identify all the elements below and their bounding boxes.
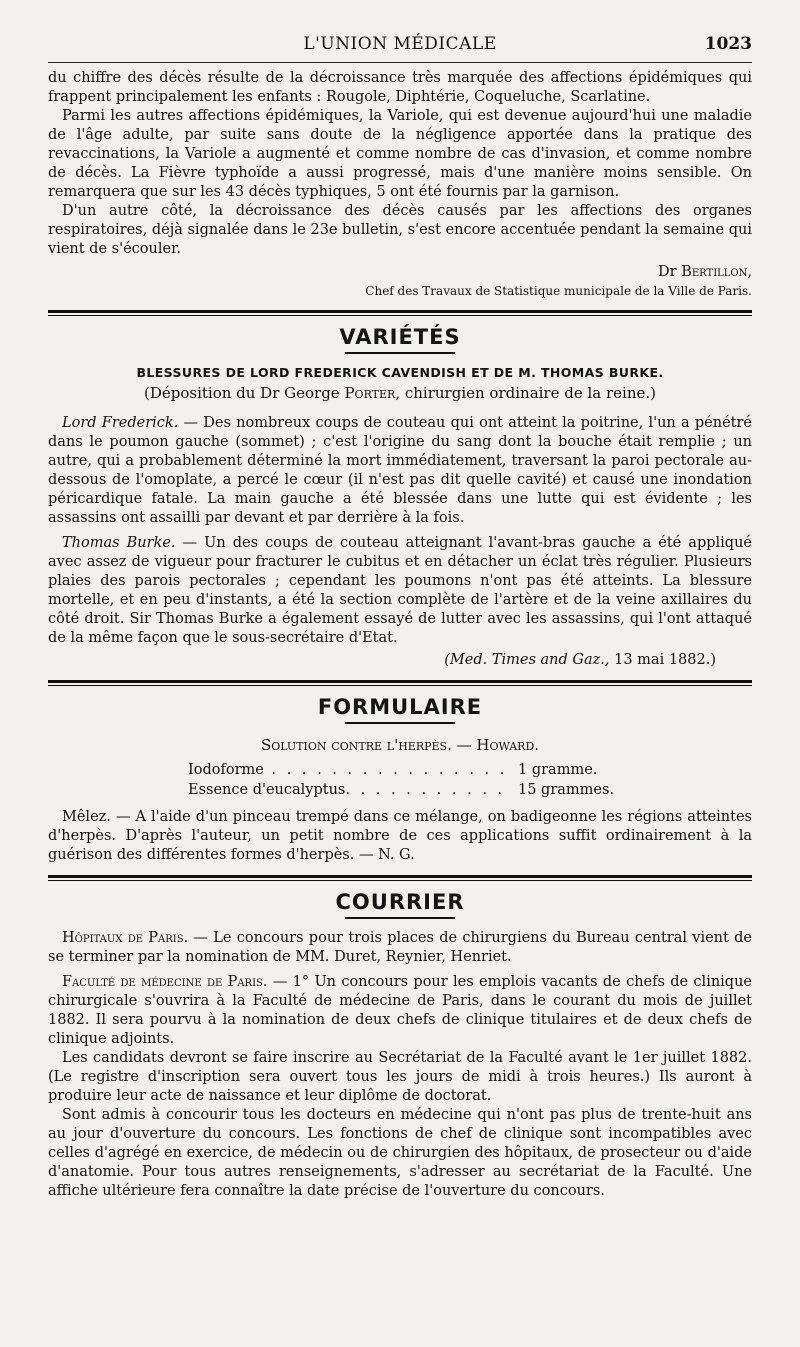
leader-dots: . . . . . . . . . . . (345, 782, 506, 798)
article-subtitle: (Déposition du Dr George Porter, chirurgien ordinaire de la reine.) (143, 384, 657, 402)
formula-instructions: Mêlez. — A l'aide d'un pinceau trempé dans ce mélange, on badigeonne les régions atteintes d'herpès. D'après l'auteur, un petit nombre de ces applications suffit ordinairement à la guérison des différentes formes d'herpès. — N. G. (48, 809, 752, 863)
intro-paragraph-1: du chiffre des décès résulte de la décroissance très marquée des affections épidémiques qui frappent principalement les enfants : Rougole, Diphtérie, Coqueluche, Scarlatine. (48, 70, 752, 105)
courrier-section (48, 889, 752, 1201)
lord-frederick-paragraph: Lord Frederick. — Des nombreux coups de couteau qui ont atteint la poitrine, l'un a pénétré dans le poumon gauche (sommet) ; c'est l'origine du sang dont la bouche était remplie ; un autre, qui a probablement déterminé la mort immédiatement, traversant la paroi pectorale au-dessous de l'omoplate, a percé le cœur (il n'est pas dit quelle cavité) et causé une inondation péricardique fatale. La main gauche a été blessée dans une lutte qui est évidente ; les assassins ont assailli par devant et par derrière à la fois. (48, 415, 752, 526)
section-divider (48, 310, 752, 316)
formula-title: Solution contre l'herpès. — Howard. (260, 736, 540, 754)
admission-paragraph: Sont admis à concourir tous les docteurs en médecine qui n'ont pas plus de trente-huit ans au jour d'ouverture du concours. Les fonctions de chef de clinique sont incompatibles avec celles d'agrégé en exercice, de médecin ou de chirurgien des hôpitaux, de prosecteur ou d'aide d'anatomie. Pour tous autres renseignements, s'adresser au secrétariat de la Faculté. Une affiche ultérieure fera connaître la date précise de l'ouverture du concours. (48, 1107, 752, 1199)
varietes-heading: VARIÉTÉS (339, 325, 461, 349)
hopitaux-paragraph: Hôpitaux de Paris. — Le concours pour trois places de chirurgiens du Bureau central vient de se terminer par la nomination de MM. Duret, Reynier, Henriet. (48, 930, 752, 965)
statistics-continuation (48, 69, 752, 300)
heading-underline (345, 917, 455, 919)
ingredient-quantity: 15 grammes. (518, 782, 615, 798)
thomas-burke-paragraph: Thomas Burke. — Un des coups de couteau atteignant l'avant-bras gauche a été appliqué avec assez de vigueur pour fracturer le cubitus et en détacher un éclat très régulier. Plusieurs plaies des parois pectorales ; cependant les poumons n'ont pas été atteints. La blessure mortelle, et en peu d'instants, a été la section complète de l'artère et de la veine axillaires du côté droit. Sir Thomas Burke a également essayé de lutter avec les assassins, qui l'ont attaqué de la même façon que le sous-secrétaire d'Etat. (48, 535, 752, 646)
heading-underline (345, 352, 455, 354)
ingredient-quantity: 1 gramme. (518, 762, 598, 778)
candidats-paragraph: Les candidats devront se faire inscrire au Secrétariat de la Faculté avant le 1er juillet 1882. (Le registre d'inscription sera ouvert tous les jours de midi à trois heures.) Ils auront à produire leur acte de naissance et leur diplôme de doctorat. (48, 1050, 752, 1104)
faculte-paragraph: Faculté de médecine de Paris. — 1° Un concours pour les emplois vacants de chefs de clinique chirurgicale s'ouvrira à la Faculté de médecine de Paris, dans le courant du mois de juillet 1882. Il sera pourvu à la nomination de deux chefs de clinique titulaires et de deux chefs de clinique adjoints. (48, 974, 753, 1047)
ingredient-row (188, 780, 752, 800)
intro-paragraph-3: D'un autre côté, la décroissance des décès causés par les affections des organes respiratoires, déjà signalée dans le 23e bulletin, s'est encore accentuée pendant la semaine qui vient de s'écouler. (48, 203, 752, 257)
section-divider (48, 875, 752, 881)
formulaire-heading: FORMULAIRE (317, 695, 483, 719)
journal-title: L'UNION MÉDICALE (303, 34, 497, 54)
ingredient-name: Iodoforme (188, 762, 264, 778)
header-rule (48, 62, 752, 63)
formula-ingredients (188, 760, 752, 800)
ingredient-name: Essence d'eucalyptus (188, 782, 346, 798)
leader-dots: . . . . . . . . . . . . . . . . (263, 762, 508, 778)
signature-role: Chef des Travaux de Statistique municipale de la Ville de Paris. (365, 284, 752, 298)
section-divider (48, 680, 752, 686)
signature-name: Dr Bertillon, (658, 264, 752, 280)
intro-paragraph-2: Parmi les autres affections épidémiques, la Variole, qui est devenue aujourd'hui une maladie de l'âge adulte, par suite sans doute de la négligence apportée dans la pratique des revaccinations, la Variole a augmenté et comme nombre de cas d'invasion, et comme nombre de décès. La Fièvre typhoïde a aussi progressé, mais d'une manière moins sensible. On remarquera que sur les 43 décès typhiques, 5 ont été fournis par la garnison. (48, 108, 752, 200)
running-head (48, 28, 752, 62)
page-number: 1023 (704, 34, 752, 54)
formulaire-section (48, 694, 752, 865)
heading-underline (345, 722, 455, 724)
courrier-heading: COURRIER (335, 890, 465, 914)
source-reference: (Med. Times and Gaz., 13 mai 1882.) (444, 652, 716, 668)
varietes-section (48, 324, 752, 670)
ingredient-row (188, 760, 752, 780)
signature-block (48, 263, 752, 300)
article-title: BLESSURES DE LORD FREDERICK CAVENDISH ET DE M. THOMAS BURKE. (136, 365, 664, 380)
